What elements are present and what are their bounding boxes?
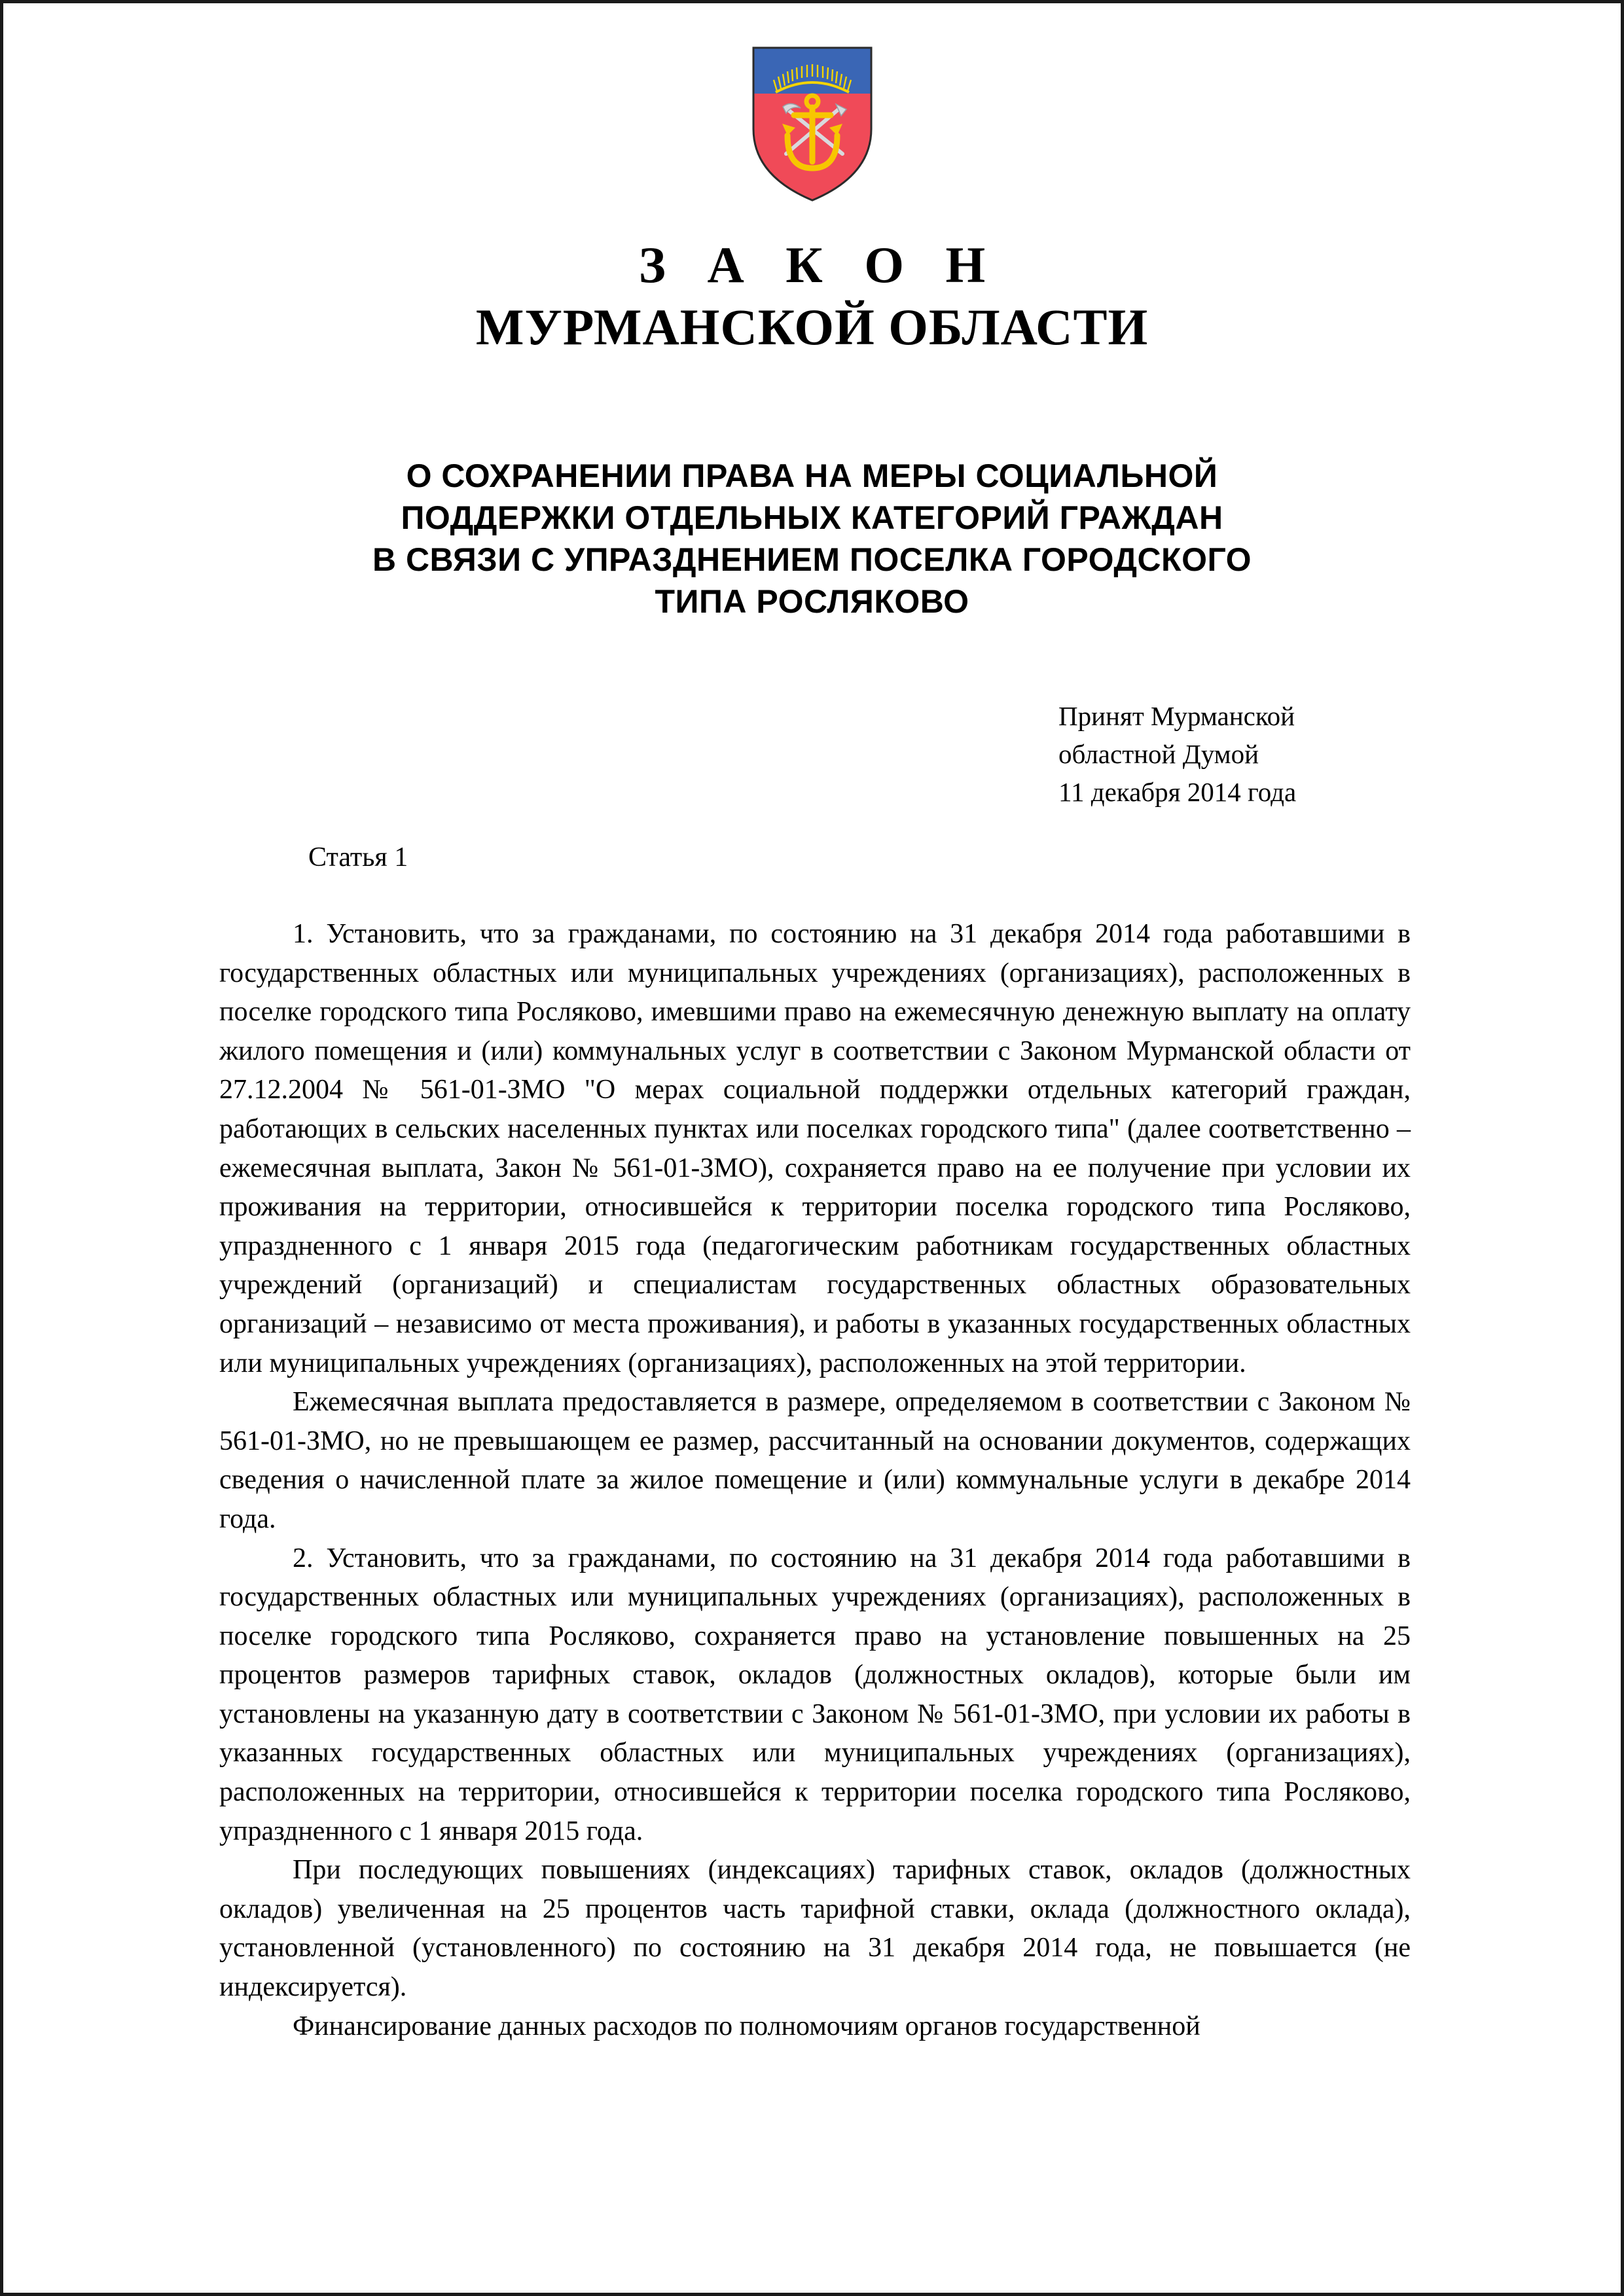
adoption-line-date: 11 декабря 2014 года [1058, 777, 1297, 808]
paragraph-item-2: 2. Установить, что за гражданами, по состоянию на 31 декабря 2014 года работавшими в государственных областных или муниципальных учреждениях (организациях), расположенных в поселке городского типа Росляково, сохраняется право на установление повышенных на 25 процентов размеров тарифных ставок, окладов (должностных окладов), которые были им установлены на указанную дату в соответствии с Законом № 561-01-ЗМО, при условии их работы в указанных государственных областных или муниципальных учреждениях (организациях), расположенных на территории, относившейся к территории поселка городского типа Росляково, упраздненного с 1 января 2015 года. [219, 1543, 1411, 1846]
adoption-line-duma: областной Думой [1058, 739, 1259, 770]
adoption-line-adopted-by: Принят Мурманской [1058, 701, 1295, 731]
title-law-word: З А К О Н [638, 236, 1000, 293]
coat-of-arms-murmansk-oblast-icon [747, 44, 878, 204]
article-heading: Статья 1 [308, 842, 408, 872]
document-body [219, 915, 1411, 2046]
paragraph-financing-truncated: Финансирование данных расходов по полномочиям органов государственной [293, 2011, 1200, 2041]
paragraph-subsequent-increases: При последующих повышениях (индексациях) тарифных ставок, окладов (должностных окладов) увеличенная на 25 процентов часть тарифной ставки, оклада (должностного оклада), установленной (установленного) по состоянию на 31 декабря 2014 года, не повышается (не индексируется). [219, 1855, 1411, 2003]
paragraph-item-1: 1. Установить, что за гражданами, по состоянию на 31 декабря 2014 года работавшими в государственных областных или муниципальных учреждениях (организациях), расположенных в поселке городского типа Росляково, имевшими право на ежемесячную денежную выплату на оплату жилого помещения и (или) коммунальных услуг в соответствии с Законом Мурманской области от 27.12.2004 № 561-01-ЗМО "О мерах социальной поддержки отдельных категорий граждан, работающих в сельских населенных пунктах или поселках городского типа" (далее соответственно – ежемесячная выплата, Закон № 561-01-ЗМО), сохраняется право на ее получение при условии их проживания на территории, относившейся к территории поселка городского типа Росляково, упраздненного с 1 января 2015 года (педагогическим работникам государственных областных учреждений (организаций) и специалистам государственных областных образовательных организаций – независимо от места проживания), и работы в указанных государственных областных или муниципальных учреждениях (организациях), расположенных на этой территории. [219, 919, 1411, 1378]
subtitle-line-3: В СВЯЗИ С УПРАЗДНЕНИЕМ ПОСЕЛКА ГОРОДСКОГО [372, 541, 1252, 578]
paragraph-monthly-payment-amount: Ежемесячная выплата предоставляется в размере, определяемом в соответствии с Законом № 561-01-ЗМО, но не превышающем ее размер, рассчитанный на основании документов, содержащих сведения о начисленной плате за жилое помещение и (или) коммунальные услуги в декабре 2014 года. [219, 1387, 1411, 1534]
adoption-block [1058, 697, 1296, 812]
title-region-name: МУРМАНСКОЙ ОБЛАСТИ [475, 298, 1149, 356]
subtitle-line-2: ПОДДЕРЖКИ ОТДЕЛЬНЫХ КАТЕГОРИЙ ГРАЖДАН [401, 499, 1223, 536]
coat-of-arms-container [3, 44, 1621, 204]
subtitle-line-4: ТИПА РОСЛЯКОВО [655, 583, 969, 620]
document-title [3, 238, 1621, 355]
subtitle-line-1: О СОХРАНЕНИИ ПРАВА НА МЕРЫ СОЦИАЛЬНОЙ [406, 457, 1218, 494]
document-subtitle [219, 455, 1405, 622]
